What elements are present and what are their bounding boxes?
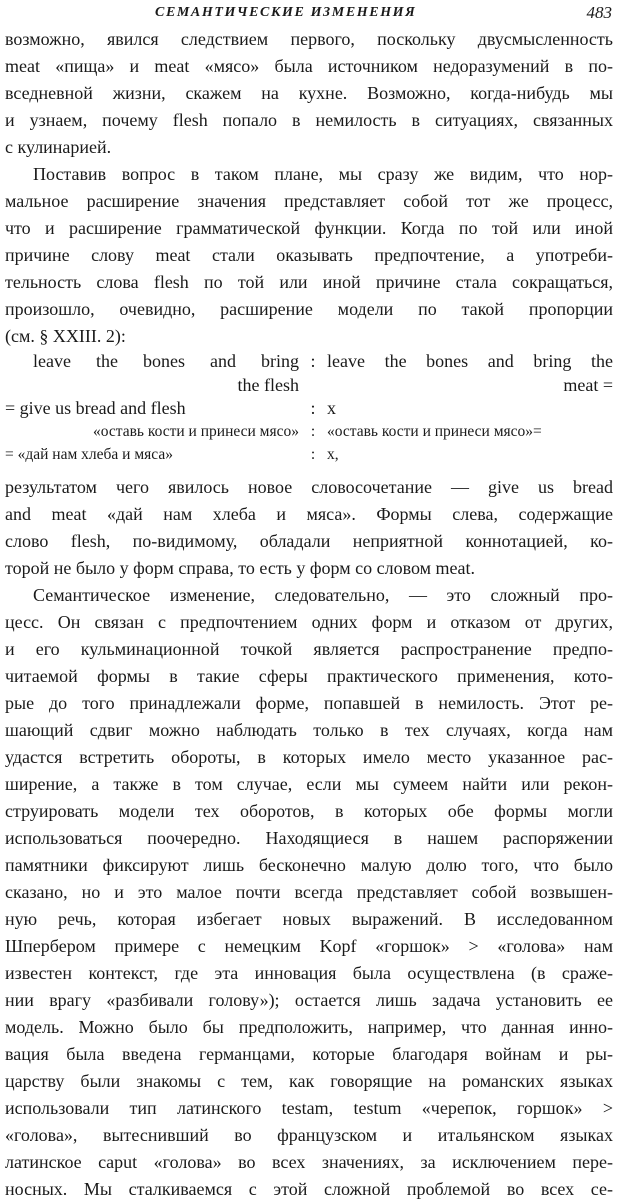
text-line: Семантическое изменение, следовательно, — это сложный про- <box>33 585 613 605</box>
text-line: известен контекст, где эта инновация была осуществлена (в сраже- <box>5 963 613 983</box>
proportion-left: = «дай нам хлеба и мяса» <box>5 446 173 463</box>
text-line: модель. Можно было бы предположить, например, что данная инно- <box>5 1017 613 1037</box>
text-line: читаемой формы в такие сферы практического применения, кото- <box>5 666 613 686</box>
text-line: ширение, а также в том случае, если мы сумеем найти или рекон- <box>5 774 613 794</box>
proportion-example <box>5 350 613 466</box>
text-line: удастся встретить обороты, в которых имело место указанное рас- <box>5 747 613 767</box>
text-line: использовали тип латинского testam, testum «черепок, горшок» > <box>5 1098 613 1118</box>
text-line: использоваться поочередно. Находящиеся в нашем распоряжении <box>5 828 613 848</box>
text-line: памятники фиксируют лишь бесконечно малую долю того, что было <box>5 855 613 875</box>
text-line: струировать модели тех оборотов, в которых обе формы могли <box>5 801 613 821</box>
page-header <box>0 2 620 24</box>
body-text <box>5 26 613 1203</box>
proportion-colon: : <box>310 423 316 440</box>
proportion-row <box>5 443 613 466</box>
text-line: meat «пища» и meat «мясо» была источником недоразумений в по- <box>5 56 613 76</box>
text-line: с кулинарией. <box>5 137 112 157</box>
proportion-row <box>5 397 613 420</box>
proportion-right: x, <box>327 446 339 463</box>
text-line: Шпербером примере с немецким Kopf «горшок» > «голова» нам <box>5 936 613 956</box>
text-line: тельность слова flesh по той или иной причине стала сокращаться, <box>5 272 613 292</box>
proportion-left: leave the bones and bring <box>33 351 299 371</box>
proportion-left: = give us bread and flesh <box>5 398 186 418</box>
proportion-row <box>5 374 613 397</box>
paragraph-2 <box>5 161 613 350</box>
spacer <box>5 466 613 474</box>
text-line: латинское caput «голова» во всех значениях, за исключением пере- <box>5 1152 613 1172</box>
text-line: Поставив вопрос в таком плане, мы сразу же видим, что нор- <box>33 164 613 184</box>
text-line: мальное расширение значения представляет собой тот же процесс, <box>5 191 613 211</box>
text-line: вседневной жизни, скажем на кухне. Возможно, когда-нибудь мы <box>5 83 613 103</box>
paragraph-4 <box>5 582 613 1203</box>
text-line: рые до того принадлежали форме, попавшей в немилость. Этот ре- <box>5 693 613 713</box>
proportion-right: «оставь кости и принеси мясо»= <box>327 423 542 440</box>
paragraph-3 <box>5 474 613 582</box>
text-line: (см. § XXIII. 2): <box>5 326 126 346</box>
text-line: сказано, но и это малое почти всегда представляет собой возвышен- <box>5 882 613 902</box>
text-line: слово flesh, по-видимому, обладали неприятной коннотацией, ко- <box>5 531 613 551</box>
text-line: «голова», вытеснивший во французском и итальянском языках <box>5 1125 613 1145</box>
proportion-colon: : <box>310 446 316 463</box>
proportion-right: x <box>327 398 336 418</box>
text-line: и узнаем, почему flesh попало в немилость в ситуациях, связанных <box>5 110 613 130</box>
proportion-colon: : <box>310 351 316 371</box>
text-line: and meat «дай нам хлеба и мяса». Формы слева, содержащие <box>5 504 613 524</box>
text-line: результатом чего явилось новое словосочетание — give us bread <box>5 477 613 497</box>
text-line: произошло, очевидно, расширение модели по такой пропорции <box>5 299 613 319</box>
text-line: царству были знакомы с тем, как говорящие на романских языках <box>5 1071 613 1091</box>
text-line: возможно, явился следствием первого, поскольку двусмысленность <box>5 29 613 49</box>
running-head: СЕМАНТИЧЕСКИЕ ИЗМЕНЕНИЯ <box>155 5 417 20</box>
proportion-right: meat = <box>563 375 613 395</box>
proportion-row <box>5 420 613 443</box>
text-line: носных. Мы сталкиваемся с этой сложной проблемой во всех се- <box>5 1179 613 1199</box>
page-number: 483 <box>586 3 612 22</box>
text-line: ную речь, которая избегает новых выражений. В исследованном <box>5 909 613 929</box>
text-line: вация была введена германцами, которые благодаря войнам и ры- <box>5 1044 613 1064</box>
proportion-colon: : <box>310 398 316 418</box>
text-line: что и расширение грамматической функции. Когда по той или иной <box>5 218 613 238</box>
text-line: цесс. Он связан с предпочтением одних форм и отказом от других, <box>5 612 613 632</box>
text-line: шающий сдвиг можно наблюдать только в тех случаях, когда нам <box>5 720 613 740</box>
text-line: причине слову meat стали оказывать предпочтение, а употреби- <box>5 245 613 265</box>
text-line: и его кульминационной точкой является распространение предпо- <box>5 639 613 659</box>
text-line: нии врагу «разбивали голову»); остается лишь задача установить ее <box>5 990 613 1010</box>
paragraph-1 <box>5 26 613 161</box>
proportion-left: the flesh <box>237 375 299 395</box>
proportion-row <box>5 350 613 374</box>
proportion-right: leave the bones and bring the <box>327 351 613 371</box>
text-line: торой не было у форм справа, то есть у форм со словом meat. <box>5 558 476 578</box>
proportion-left: «оставь кости и принеси мясо» <box>92 423 299 440</box>
